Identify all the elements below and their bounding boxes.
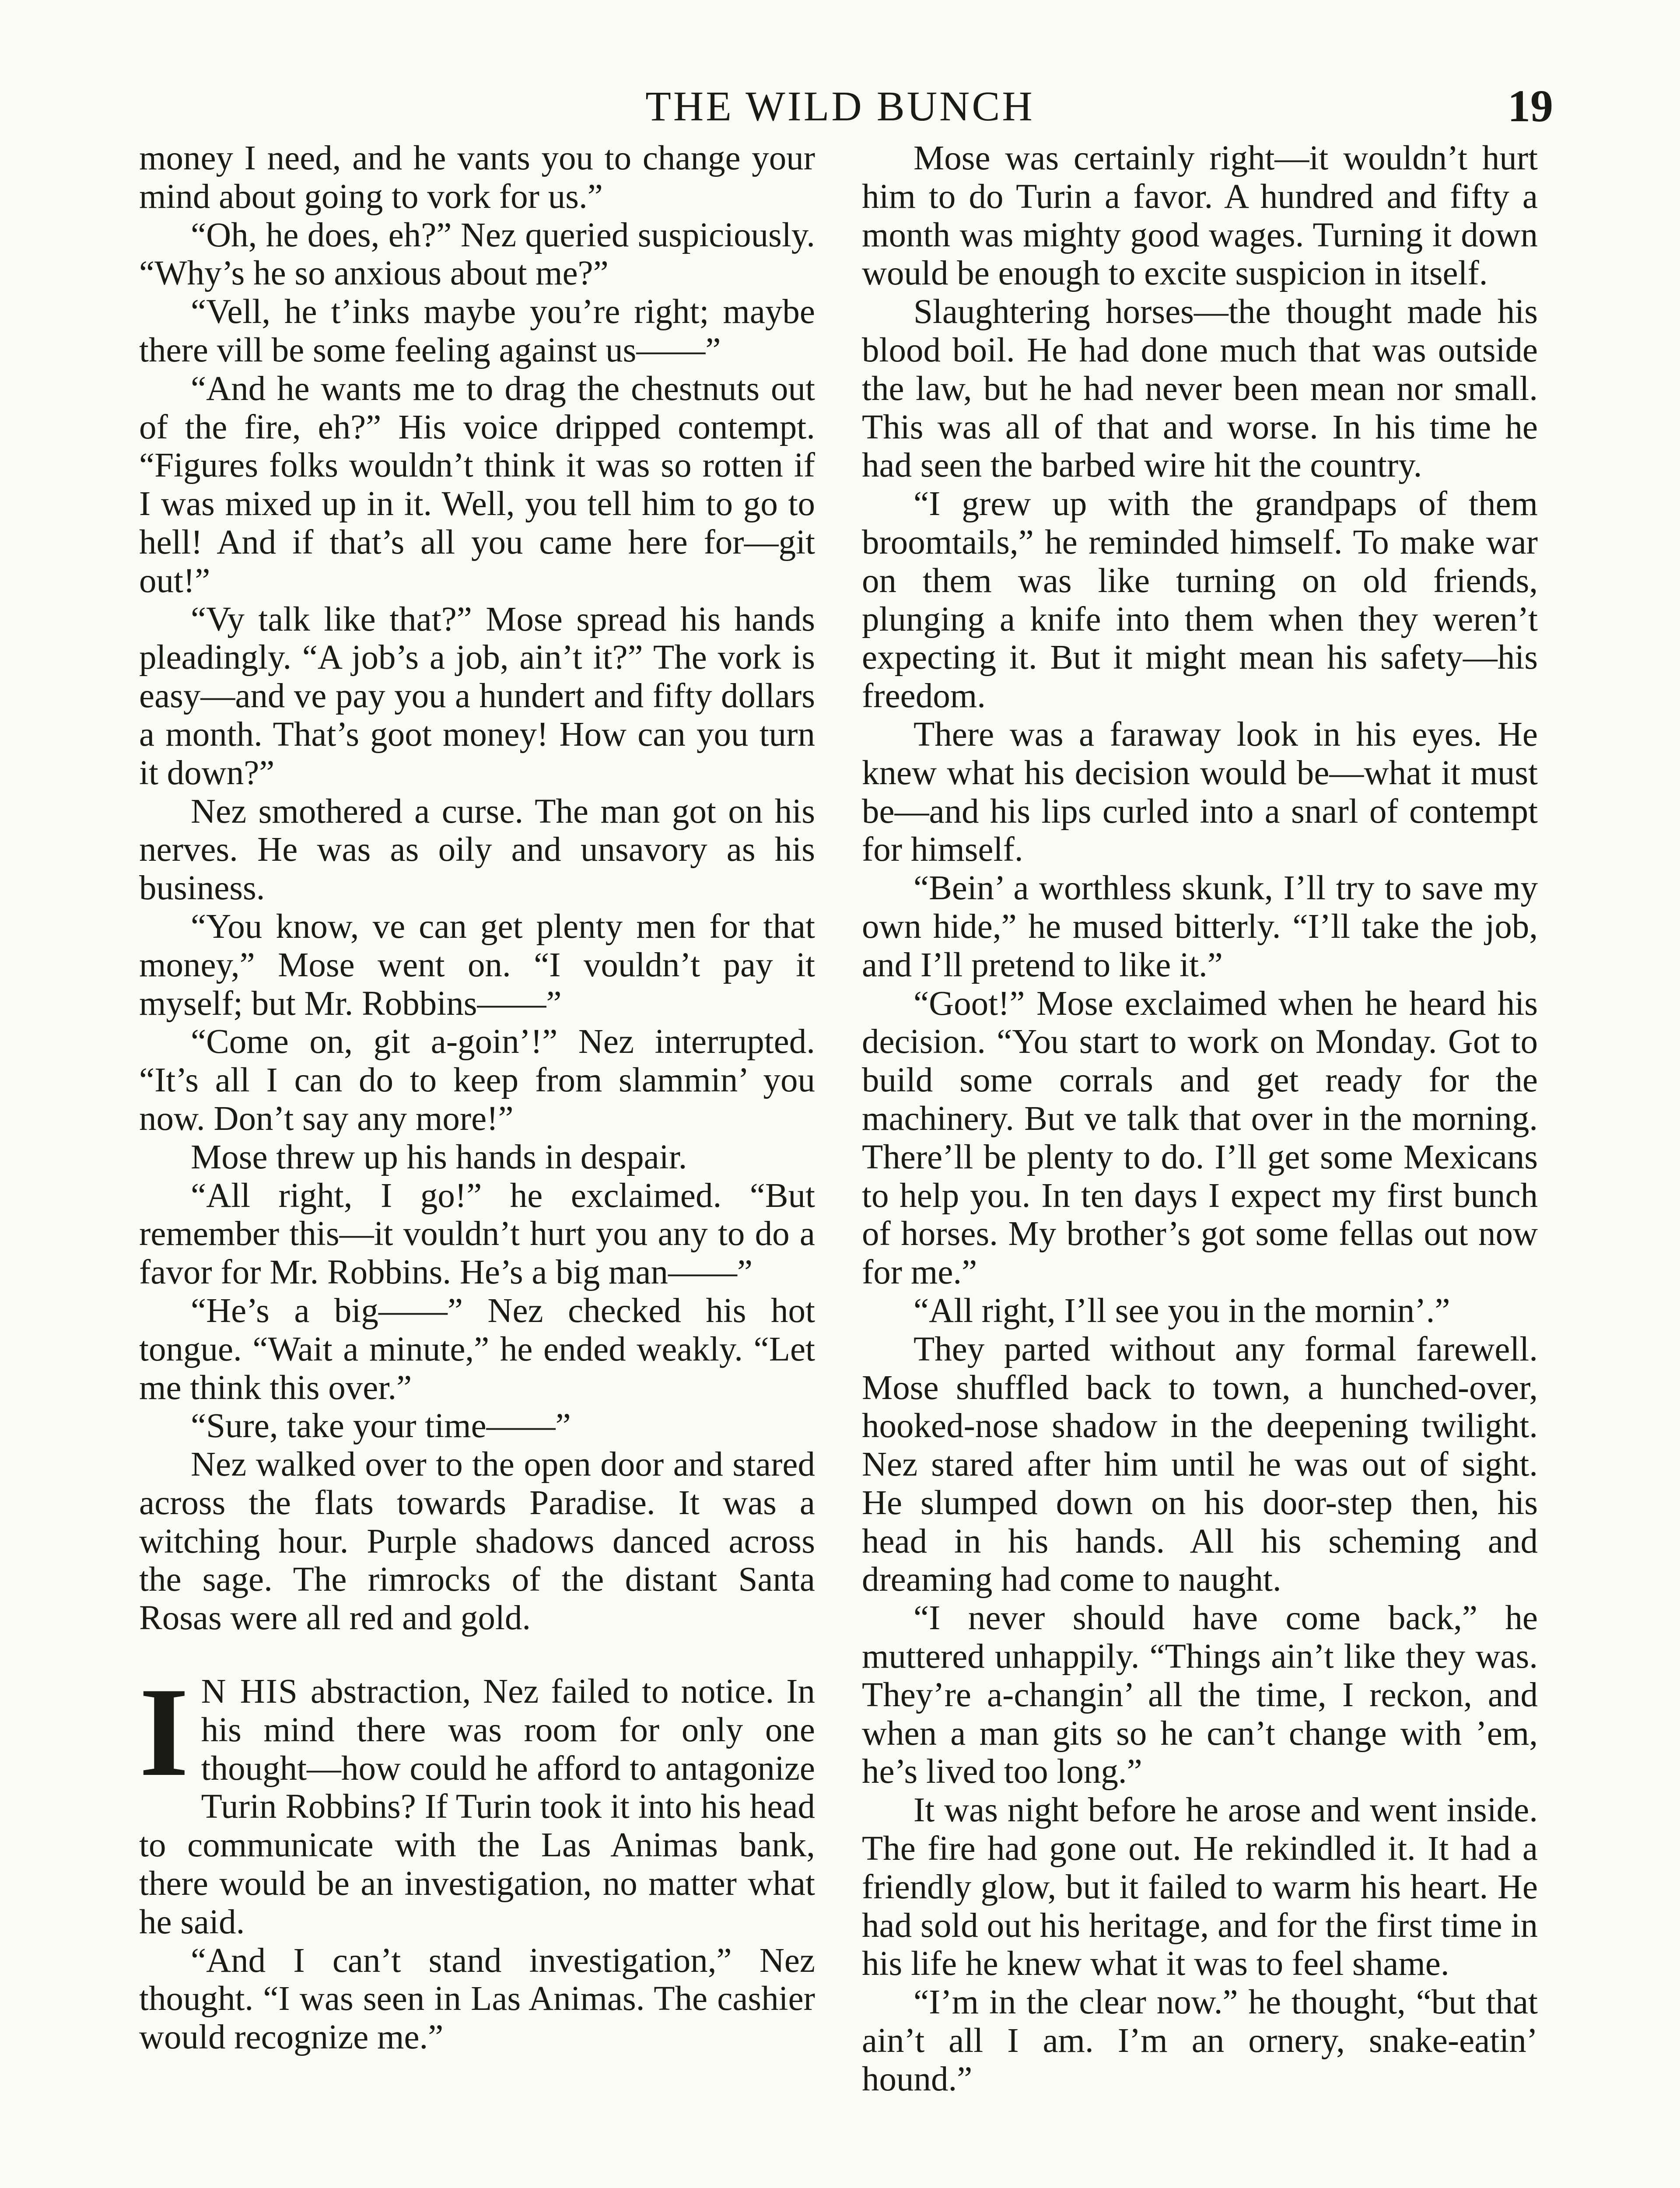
paragraph: “Come on, git a-goin’!” Nez interrupted. “It’s all I can do to keep from slammin’ you now. Don’t say any more!” <box>139 1023 815 1138</box>
paragraph: They parted without any formal farewell. Mose shuffled back to town, a hunched-over, hooked-nose shadow in the deepening twilight. Nez stared after him until he was out of sight. He slumped down on his door-step then, his head in his hands. All his scheming and dreaming had come to naught. <box>862 1330 1538 1599</box>
paragraph: “I’m in the clear now.” he thought, “but that ain’t all I am. I’m an ornery, snake-eatin’ hound.” <box>862 1983 1538 2098</box>
running-head <box>0 78 1680 135</box>
drop-cap: I <box>139 1662 189 1803</box>
paragraph: “Bein’ a worthless skunk, I’ll try to save my own hide,” he mused bitterly. “I’ll take the job, and I’ll pretend to like it.” <box>862 869 1538 984</box>
section-lead-in: N HIS <box>201 1673 298 1711</box>
paragraph: It was night before he arose and went inside. The fire had gone out. He rekindled it. It had a friendly glow, but it failed to warm his heart. He had sold out his heritage, and for the first time in his life he knew what it was to feel shame. <box>862 1791 1538 1983</box>
paragraph: There was a faraway look in his eyes. He knew what his decision would be—what it must be—and his lips curled into a snarl of contempt for himself. <box>862 715 1538 869</box>
paragraph: “Oh, he does, eh?” Nez queried suspiciously. “Why’s he so anxious about me?” <box>139 216 815 293</box>
paragraph: “And I can’t stand investigation,” Nez thought. “I was seen in Las Animas. The cashier would recognize me.” <box>139 1941 815 2057</box>
running-title: THE WILD BUNCH <box>645 83 1035 130</box>
paragraph: “All right, I’ll see you in the mornin’.” <box>914 1291 1450 1330</box>
section-opening-paragraph <box>139 1662 815 1942</box>
paragraph: “Sure, take your time——” <box>191 1407 571 1445</box>
paragraph: money I need, and he vants you to change your mind about going to vork for us.” <box>139 139 815 216</box>
paragraph: Nez walked over to the open door and stared across the flats towards Paradise. It was a witching hour. Purple shadows danced across the sage. The rimrocks of the distant Santa Rosas were all red and gold. <box>139 1445 815 1637</box>
paragraph: “I grew up with the grandpaps of them broomtails,” he reminded himself. To make war on them was like turning on old friends, plunging a knife into them when they weren’t expecting it. But it might mean his safety—his freedom. <box>862 485 1538 715</box>
paragraph: “He’s a big——” Nez checked his hot tongue. “Wait a minute,” he ended weakly. “Let me think this over.” <box>139 1291 815 1407</box>
left-column <box>139 139 815 2057</box>
paragraph: “You know, ve can get plenty men for that money,” Mose went on. “I vouldn’t pay it myself; but Mr. Robbins——” <box>139 907 815 1023</box>
paragraph: Mose was certainly right—it wouldn’t hurt him to do Turin a favor. A hundred and fifty a month was mighty good wages. Turning it down would be enough to excite suspicion in itself. <box>862 139 1538 293</box>
paragraph: “All right, I go!” he exclaimed. “But remember this—it vouldn’t hurt you any to do a favor for Mr. Robbins. He’s a big man——” <box>139 1176 815 1292</box>
paragraph: “Goot!” Mose exclaimed when he heard his decision. “You start to work on Monday. Got to build some corrals and get ready for the machinery. But ve talk that over in the morning. There’ll be plenty to do. I’ll get some Mexicans to help you. In ten days I expect my first bunch of horses. My brother’s got some fellas out now for me.” <box>862 984 1538 1292</box>
paragraph: “Vell, he t’inks maybe you’re right; maybe there vill be some feeling against us——” <box>139 293 815 369</box>
paragraph: Slaughtering horses—the thought made his blood boil. He had done much that was outside the law, but he had never been mean nor small. This was all of that and worse. In his time he had seen the barbed wire hit the country. <box>862 293 1538 485</box>
right-column <box>862 139 1538 2099</box>
section-text: abstraction, Nez failed to notice. In his mind there was room for only one thought—how could he afford to antagonize Turin Robbins? If Turin took it into his head to communicate with the Las Animas bank, there would be an investigation, no matter what he said. <box>139 1673 815 1941</box>
paragraph: “Vy talk like that?” Mose spread his hands pleadingly. “A job’s a job, ain’t it?” The vork is easy—and ve pay you a hundert and fifty dollars a month. That’s goot money! How can you turn it down?” <box>139 600 815 792</box>
paragraph: Nez smothered a curse. The man got on his nerves. He was as oily and unsavory as his business. <box>139 792 815 908</box>
paragraph: Mose threw up his hands in despair. <box>191 1138 687 1176</box>
page-number: 19 <box>1508 81 1553 131</box>
paragraph: “I never should have come back,” he muttered unhappily. “Things ain’t like they was. They’re a-changin’ all the time, I reckon, and when a man gits so he can’t change with ’em, he’s lived too long.” <box>862 1599 1538 1791</box>
paragraph: “And he wants me to drag the chestnuts out of the fire, eh?” His voice dripped contempt. “Figures folks wouldn’t think it was so rotten if I was mixed up in it. Well, you tell him to go to hell! And if that’s all you came here for—git out!” <box>139 369 815 600</box>
